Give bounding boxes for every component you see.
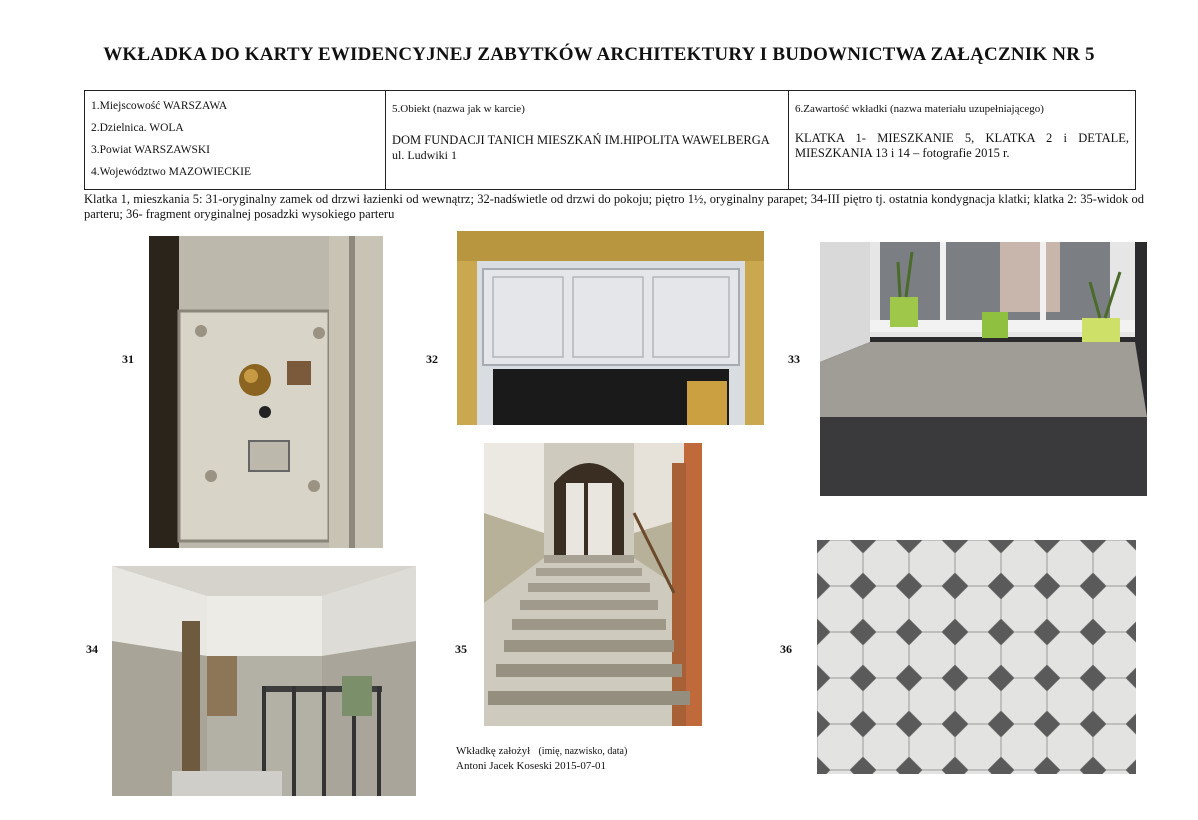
header-table [84,90,1136,190]
photo-34-top-floor [112,566,416,796]
voivodeship-field: 4.Województwo MAZOWIECKIE [91,166,252,178]
photo-number-33: 33 [788,352,800,366]
document-title: WKŁADKA DO KARTY EWIDENCYJNEJ ZABYTKÓW ARCHITEKTURY I BUDOWNICTWA ZAŁĄCZNIK NR 5 [103,44,1095,65]
object-cell [386,91,789,190]
locality-field: 1.Miejscowość WARSZAWA [91,100,228,112]
location-cell [85,91,386,190]
contents-cell [789,91,1136,190]
photo-35-stairs [484,443,702,726]
photo-36-floor-tiles [817,540,1136,774]
photo-number-35: 35 [455,642,467,656]
district-field: 2.Dzielnica. WOLA [91,122,184,134]
footer-created-by-hint: (imię, nazwisko, data) [538,746,628,757]
object-label: 5.Obiekt (nazwa jak w karcie) [392,103,525,115]
photo-number-31: 31 [122,352,134,366]
photo-33-window-sill [820,242,1147,496]
photo-caption: Klatka 1, mieszkania 5: 31-oryginalny zamek od drzwi łazienki od wewnątrz; 32-nadświetle od drzwi do pokoju; piętro 1½, oryginalny parapet; 34-III piętro tj. ostatnia kondygnacja klatki; klatka 2: 35-widok od parteru; 36- fragment oryginalnej posadzki wysokiego parteru [84,192,1144,221]
photo-number-34: 34 [86,642,98,656]
object-name: DOM FUNDACJI TANICH MIESZKAŃ IM.HIPOLITA WAWELBERGA [392,133,770,147]
photo-number-32: 32 [426,352,438,366]
photo-31-door-lock [149,236,383,548]
county-field: 3.Powiat WARSZAWSKI [91,144,210,156]
photo-32-transom [457,231,764,425]
footer-signature [456,744,627,773]
contents-value: KLATKA 1- MIESZKANIE 5, KLATKA 2 i DETALE, MIESZKANIA 13 i 14 – fotografie 2015 r. [795,131,1129,160]
object-address: ul. Ludwiki 1 [392,148,457,162]
contents-label: 6.Zawartość wkładki (nazwa materiału uzupełniającego) [795,103,1044,115]
footer-author-date: Antoni Jacek Koseski 2015-07-01 [456,760,607,772]
footer-created-by: Wkładkę założył [456,745,531,757]
photo-number-36: 36 [780,642,792,656]
